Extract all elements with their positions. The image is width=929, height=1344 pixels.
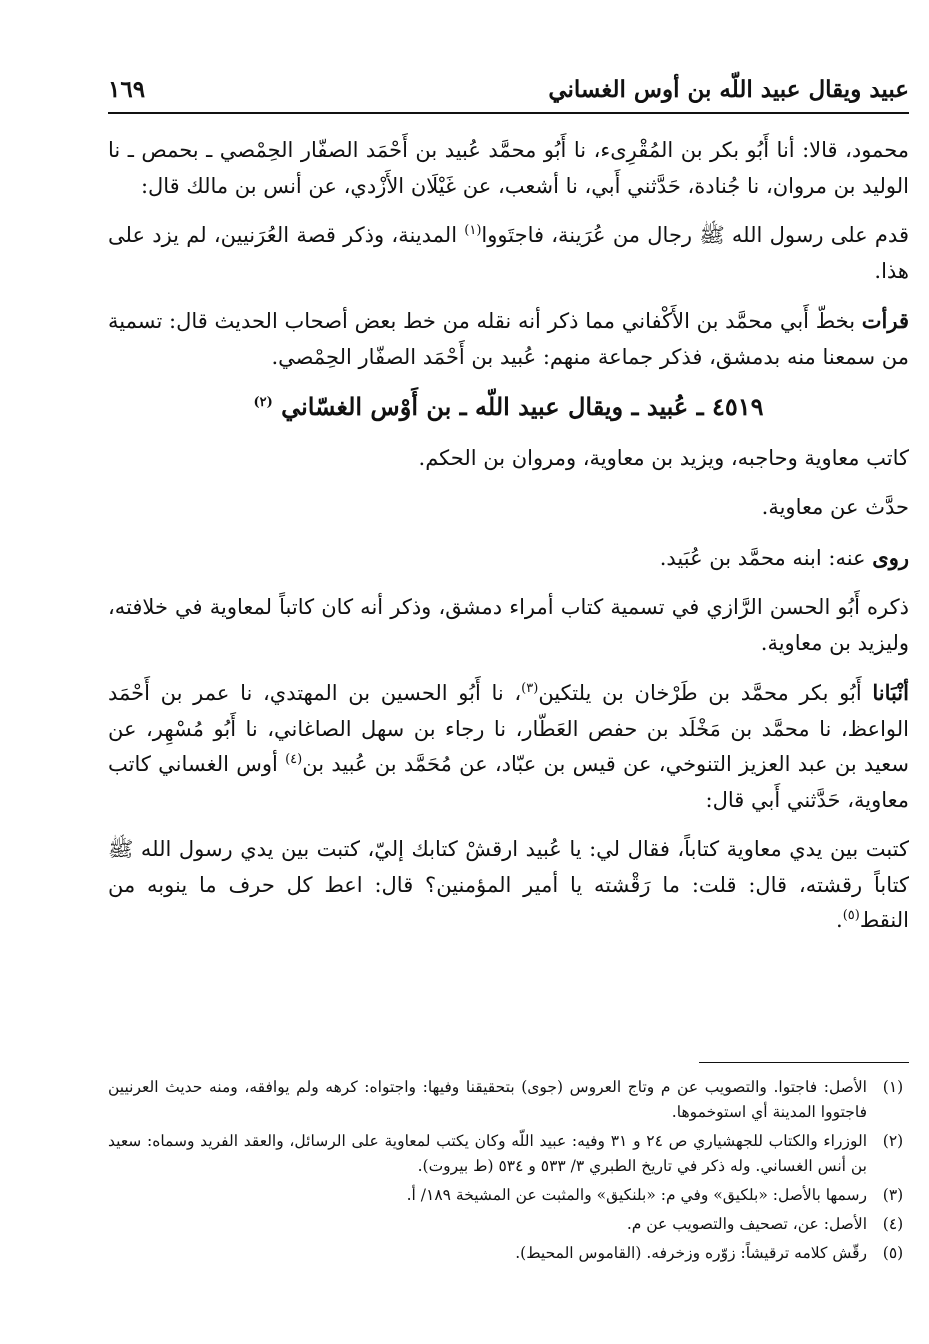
footnote xyxy=(108,1075,909,1125)
paragraph xyxy=(108,540,909,577)
paragraph-text: أَبُو بكر محمَّد بن طَرْخان بن يلتكين xyxy=(538,681,873,705)
page-number: ١٦٩ xyxy=(108,76,146,103)
paragraph-text: المدينة، وذكر قصة العُرَنيين، لم يزد على هذا. xyxy=(108,223,909,283)
paragraph-text: . xyxy=(836,908,843,932)
paragraph-text: كتبت بين يدي معاوية كتاباً، فقال لي: يا عُبيد ارقشْ كتابك إليّ، كتبت بين يدي رسول الله ﷺ كتاباً رقشته، قال: قلت: ما رَقْشته يا أمير المؤمنين؟ قال: اعط كل حرف ما ينوبه من النقط xyxy=(108,837,909,932)
paragraph-text: كاتب معاوية وحاجبه، ويزيد بن معاوية، ومروان بن الحكم. xyxy=(418,445,909,470)
running-title: عبيد ويقال عبيد اللّه بن أوس الغساني xyxy=(548,76,909,103)
footnote xyxy=(108,1129,909,1179)
paragraph-text: ذكره أَبُو الحسن الرَّازي في تسمية كتاب أمراء دمشق، وذكر أنه كان كاتباً لمعاوية في خلافته، وليزيد بن معاوية. xyxy=(108,595,909,655)
footnote-ref: (١) xyxy=(464,223,482,238)
footnote-number: (٥) xyxy=(882,1244,904,1262)
paragraph xyxy=(108,133,909,204)
paragraph-text: قدم على رسول الله ﷺ رجال من عُرَينة، فاجتَووا xyxy=(481,223,909,247)
paragraph xyxy=(108,218,909,289)
footnote-text: رسمها بالأصل: «بلكيق» وفي م: «بلنكيق» والمثبت عن المشيخة ١٨٩/ أ. xyxy=(406,1186,867,1204)
footnote-number: (٣) xyxy=(882,1186,904,1204)
keyword: روى xyxy=(872,544,909,570)
entry-heading xyxy=(108,389,909,425)
paragraph xyxy=(108,675,909,818)
paragraph-text: ، نا أَبُو الحسين بن المهتدي، نا عمر بن أَحْمَد الواعظ، نا محمَّد بن مَخْلَد بن حفص العَطّار، نا رجاء بن سهل الصاغاني، نا أَبُو مُسْهِر، عن سعيد بن عبد العزيز التنوخي، عن قيس بن عبّاد، عن مُحَمَّد بن عُبيد بن xyxy=(108,681,910,776)
footnote-ref: (٣) xyxy=(521,681,539,696)
footnote xyxy=(108,1241,909,1266)
page-header xyxy=(108,70,909,114)
paragraph xyxy=(108,303,909,375)
footnote-text: رقّش كلامه ترقيشاً: زوّره وزخرفه. (القاموس المحيط). xyxy=(515,1244,867,1262)
paragraph xyxy=(108,832,909,939)
footnote-text: الأصل: عن، تصحيف والتصويب عن م. xyxy=(626,1215,867,1233)
paragraph-text: محمود، قالا: أنا أَبُو بكر بن المُقْرِىء، نا أَبُو محمَّد عُبيد بن أَحْمَد الصفّار الحِمْصي ـ بحمص ـ نا الوليد بن مروان، نا جُنادة، حَدَّثني أَبي، نا أشعب، عن غَيْلَان الأَزْدي، عن أنس بن مالك قال: xyxy=(108,138,909,198)
footnote-divider xyxy=(699,1062,909,1063)
footnote-ref: (٤) xyxy=(285,752,303,767)
footnotes xyxy=(108,1062,909,1270)
paragraph xyxy=(108,490,909,526)
paragraph-text: عنه: ابنه محمَّد بن عُبَيد. xyxy=(659,545,873,570)
footnote xyxy=(108,1212,909,1237)
footnote-number: (٢) xyxy=(882,1132,904,1150)
footnote-number: (٤) xyxy=(882,1215,904,1233)
paragraph-text: حدَّث عن معاوية. xyxy=(761,495,909,519)
footnote-ref: (٢) xyxy=(253,395,273,410)
footnote-number: (١) xyxy=(882,1078,904,1096)
footnote-text: الأصل: فاجتوا. والتصويب عن م وتاج العروس (جوى) بتحقيقنا وفيها: واجتواه: كرهه ولم يوافقه، ومنه حديث العرنيين فاجتووا المدينة أي استوخموها. xyxy=(108,1078,867,1121)
footnote-text: الوزراء والكتاب للجهشياري ص ٢٤ و ٣١ وفيه: عبيد اللّه وكان يكتب لمعاوية على الرسائل، والعقد الفريد وسماه: سعيد بن أنس الغساني. وله ذكر في تاريخ الطبري ٣/ ٥٣٣ و ٥٣٤ (ط بيروت). xyxy=(108,1132,867,1175)
paragraph-text: بخطّ أَبي محمَّد بن الأَكْفاني مما ذكر أنه نقله من خط بعض أصحاب الحديث قال: تسمية من سمعنا منه بدمشق، فذكر جماعة منهم: عُبيد بن أَحْمَد الصفّار الحِمْصي. xyxy=(108,309,909,369)
keyword: قرأت xyxy=(861,308,909,333)
entry-heading-text: ٤٥١٩ ـ عُبيد ـ ويقال عبيد اللّه ـ بن أَوْس الغسّاني xyxy=(281,392,764,421)
footnote xyxy=(108,1183,909,1208)
keyword: أنْبَانا xyxy=(872,680,909,705)
paragraph xyxy=(108,441,909,477)
footnote-ref: (٥) xyxy=(842,908,860,923)
paragraph-text: أوس الغساني كاتب معاوية، حَدَّثني أَبي قال: xyxy=(108,752,909,812)
paragraph xyxy=(108,590,909,661)
main-text xyxy=(108,133,909,953)
